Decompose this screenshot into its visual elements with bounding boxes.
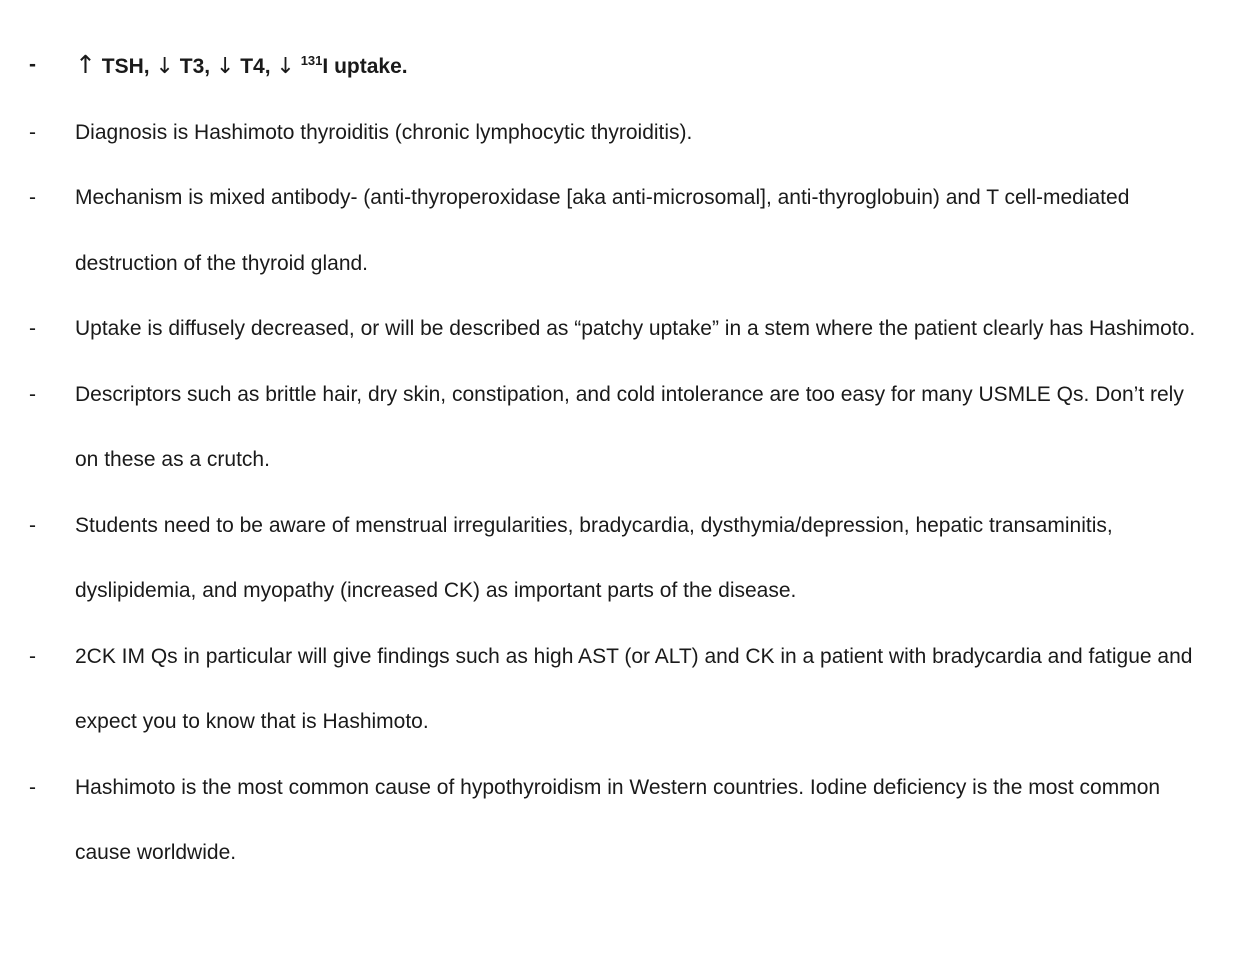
bullet-epidemiology	[0, 755, 1246, 886]
isotope-superscript: 131	[300, 53, 323, 68]
bullet-text: Diagnosis is Hashimoto thyroiditis (chronic lymphocytic thyroiditis).	[75, 120, 693, 144]
t4-label: T4,	[240, 55, 271, 78]
bullet-dash: -	[29, 120, 36, 144]
tsh-label: TSH,	[101, 55, 150, 78]
t3-label: T3,	[179, 55, 211, 78]
bullet-dash: -	[29, 775, 36, 799]
bullet-diagnosis	[0, 100, 1246, 166]
bullet-mechanism	[0, 165, 1246, 296]
down-arrow-icon: ↓	[215, 54, 235, 79]
down-arrow-icon: ↓	[155, 54, 174, 79]
bullet-list	[0, 32, 1246, 886]
bullet-text: Descriptors such as brittle hair, dry skin, constipation, and cold intolerance are too easy for many USMLE Qs. Don’t rely on these as a crutch.	[75, 382, 1184, 471]
bullet-text: Hashimoto is the most common cause of hypothyroidism in Western countries. Iodine deficiency is the most common cause worldwide.	[75, 775, 1161, 864]
bullet-text: 2CK IM Qs in particular will give findings such as high AST (or ALT) and CK in a patient with bradycardia and fatigue and expect you to know that is Hashimoto.	[75, 644, 1193, 733]
bullet-dash: -	[29, 382, 36, 406]
lab-findings-bullet	[0, 32, 1246, 100]
bullet-descriptors	[0, 362, 1246, 493]
bullet-dash: -	[29, 53, 36, 76]
bullet-dash: -	[29, 644, 36, 668]
bullet-2ck-im	[0, 624, 1246, 755]
bullet-text: Students need to be aware of menstrual irregularities, bradycardia, dysthymia/depression, hepatic transaminitis, dyslipidemia, and myopathy (increased CK) as important parts of the disease.	[75, 513, 1113, 602]
iodine-uptake-label: I uptake.	[322, 55, 408, 78]
bullet-uptake	[0, 296, 1246, 362]
bullet-text: Mechanism is mixed antibody- (anti-thyroperoxidase [aka anti-microsomal], anti-thyroglobuin) and T cell-mediated destruction of the thyroid gland.	[75, 186, 1130, 275]
bullet-dash: -	[29, 317, 36, 340]
down-arrow-icon: ↓	[276, 54, 295, 79]
bullet-dash: -	[29, 513, 36, 537]
bullet-awareness	[0, 493, 1246, 624]
bullet-dash: -	[29, 186, 36, 209]
up-arrow-icon: ↑	[75, 50, 96, 79]
bullet-text: Uptake is diffusely decreased, or will be described as “patchy uptake” in a stem where the patient clearly has Hashimoto.	[75, 317, 1196, 340]
